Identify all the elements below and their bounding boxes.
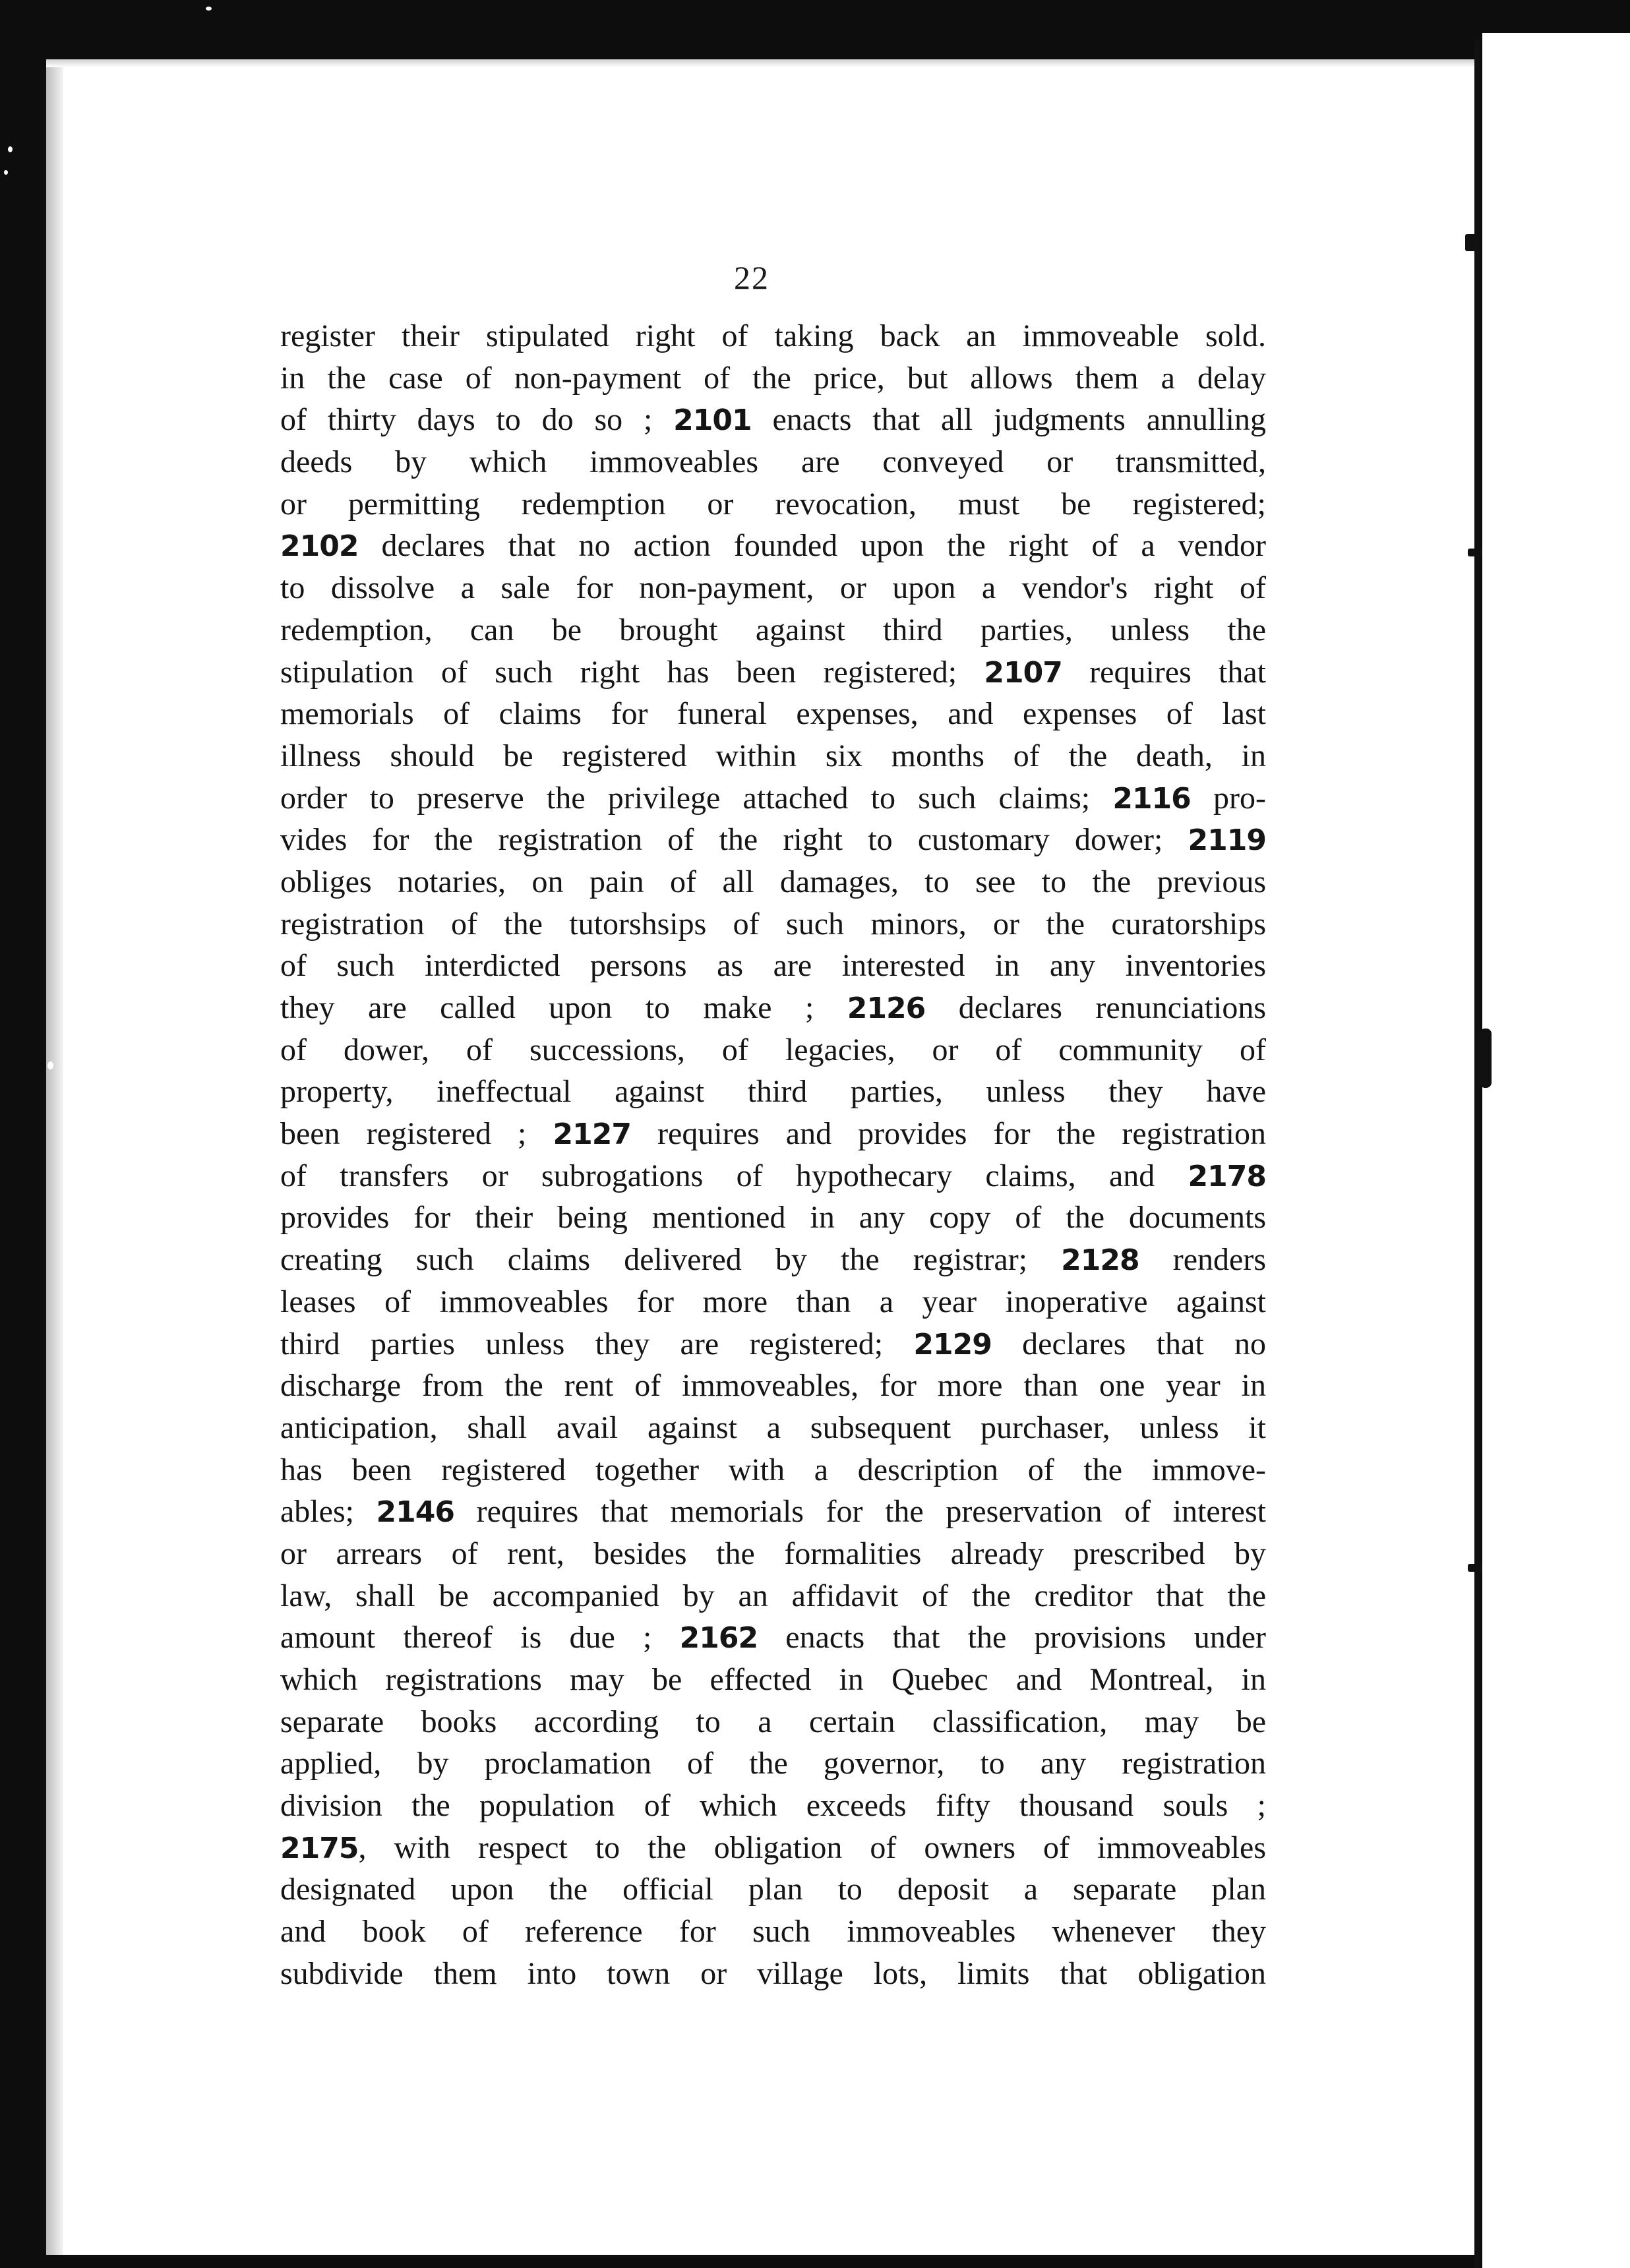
text-line <box>280 693 1266 735</box>
text-segment: stipulation of such right has been registered; <box>280 654 984 690</box>
text-line <box>280 987 1266 1029</box>
page-gutter-line <box>1474 40 1480 2268</box>
page-left-edge-shadow <box>46 59 63 2255</box>
article-number: 2162 <box>679 1621 758 1656</box>
text-line <box>280 315 1266 357</box>
text-line <box>280 399 1266 441</box>
text-line <box>280 861 1266 903</box>
text-segment: of such interdicted persons as are interested in any inventories <box>280 948 1266 984</box>
text-segment: or permitting redemption or revocation, must be registered; <box>280 486 1266 522</box>
text-segment: registration of the tutorshsips of such minors, or the curatorships <box>280 906 1266 941</box>
text-segment: renders <box>1139 1242 1266 1278</box>
text-line <box>280 1617 1266 1659</box>
article-number: 2116 <box>1112 781 1191 816</box>
text-line <box>280 357 1266 400</box>
text-segment: leases of immoveables for more than a year inoperative against <box>280 1284 1266 1319</box>
text-segment: or arrears of rent, besides the formalities already prescribed by <box>280 1536 1266 1571</box>
text-segment: pro- <box>1190 780 1266 816</box>
text-segment: declares that no action founded upon the right of a vendor <box>358 528 1266 564</box>
text-segment: of transfers or subrogations of hypothecary claims, and <box>280 1158 1188 1193</box>
text-segment: which registrations may be effected in Quebec and Montreal, in <box>280 1662 1266 1697</box>
text-line <box>280 1491 1266 1533</box>
text-line <box>280 1868 1266 1911</box>
text-line <box>280 1071 1266 1113</box>
text-line <box>280 1659 1266 1701</box>
text-segment: ables; <box>280 1494 377 1530</box>
margin-speck <box>4 170 8 175</box>
text-segment: in the case of non-payment of the price, but allows them a delay <box>280 360 1266 396</box>
text-segment: subdivide them into town or village lots, limits that obligation <box>280 1955 1266 1991</box>
adjacent-page-strip <box>1482 33 1630 2268</box>
text-line <box>280 483 1266 525</box>
text-segment: register their stipulated right of taking back an immoveable sold. <box>280 318 1266 353</box>
text-line <box>280 945 1266 987</box>
text-line <box>280 1029 1266 1071</box>
text-line <box>280 1533 1266 1575</box>
text-line <box>280 777 1266 820</box>
text-line <box>280 525 1266 567</box>
article-number: 2101 <box>673 403 752 438</box>
text-segment: requires that <box>1062 654 1266 690</box>
margin-speck <box>47 1061 53 1069</box>
margin-speck <box>8 146 13 152</box>
article-number: 2146 <box>376 1495 455 1530</box>
text-segment: order to preserve the privilege attached to such claims; <box>280 780 1113 816</box>
text-line <box>280 1281 1266 1323</box>
text-segment: law, shall be accompanied by an affidavit of the creditor that the <box>280 1578 1266 1613</box>
text-line <box>280 1827 1266 1869</box>
text-line <box>280 1911 1266 1953</box>
text-segment: separate books according to a certain classification, may be <box>280 1704 1266 1739</box>
text-segment: been registered ; <box>280 1116 553 1152</box>
article-number: 2129 <box>913 1327 992 1361</box>
text-line <box>280 567 1266 609</box>
page-top-edge-shadow <box>46 59 1477 67</box>
text-segment: creating such claims delivered by the registrar; <box>280 1242 1062 1278</box>
text-segment: declares renunciations <box>925 990 1266 1025</box>
text-segment: and book of reference for such immoveables whenever they <box>280 1914 1266 1950</box>
text-line <box>280 1785 1266 1827</box>
text-line <box>280 609 1266 651</box>
gutter-mark-upper <box>1468 549 1482 556</box>
text-segment: provides for their being mentioned in any copy of the documents <box>280 1200 1266 1236</box>
text-line <box>280 903 1266 945</box>
article-number: 2107 <box>984 655 1062 690</box>
text-segment: declares that no <box>991 1326 1266 1361</box>
text-segment: enacts that all judgments annulling <box>751 402 1266 438</box>
gutter-mark-top <box>1465 234 1480 251</box>
text-line <box>280 819 1266 861</box>
text-segment: deeds by which immoveables are conveyed or transmitted, <box>280 444 1266 480</box>
text-segment: they are called upon to make ; <box>280 990 847 1025</box>
text-segment: division the population of which exceeds fifty thousand souls ; <box>280 1788 1266 1824</box>
text-line <box>280 1239 1266 1281</box>
text-segment: property, ineffectual against third parties, unless they have <box>280 1074 1266 1110</box>
text-segment: designated upon the official plan to deposit a separate plan <box>280 1872 1266 1907</box>
text-line <box>280 1197 1266 1239</box>
margin-speck <box>206 7 212 11</box>
text-line <box>280 1449 1266 1491</box>
text-line <box>280 1953 1266 1995</box>
text-line <box>280 1365 1266 1407</box>
article-number: 2102 <box>280 529 359 564</box>
text-line <box>280 1743 1266 1785</box>
gutter-mark-middle <box>1480 1029 1492 1088</box>
text-line <box>280 1575 1266 1617</box>
text-line <box>280 441 1266 483</box>
text-line <box>280 1407 1266 1449</box>
gutter-mark-lower <box>1468 1564 1482 1572</box>
article-number: 2126 <box>847 992 926 1025</box>
text-segment: vides for the registration of the right to customary dower; <box>280 822 1188 858</box>
text-segment: discharge from the rent of immoveables, for more than one year in <box>280 1368 1266 1404</box>
body-text <box>280 315 1266 1995</box>
text-segment: of thirty days to do so ; <box>280 402 674 438</box>
article-number: 2178 <box>1188 1159 1266 1193</box>
text-segment: illness should be registered within six months of the death, in <box>280 738 1266 773</box>
text-segment: requires and provides for the registration <box>630 1116 1266 1152</box>
text-line <box>280 1155 1266 1197</box>
text-segment: redemption, can be brought against third parties, unless the <box>280 612 1266 647</box>
text-segment: enacts that the provisions under <box>758 1620 1266 1656</box>
text-segment: anticipation, shall avail against a subsequent purchaser, unless it <box>280 1410 1266 1445</box>
text-segment: has been registered together with a description of the immove- <box>280 1452 1266 1487</box>
text-segment: obliges notaries, on pain of all damages, to see to the previous <box>280 864 1266 899</box>
text-segment: third parties unless they are registered; <box>280 1326 914 1361</box>
text-segment: to dissolve a sale for non-payment, or upon a vendor's right of <box>280 570 1266 606</box>
article-number: 2127 <box>553 1118 631 1152</box>
text-line <box>280 1323 1266 1365</box>
text-segment: amount thereof is due ; <box>280 1620 680 1656</box>
article-number: 2175 <box>280 1831 359 1865</box>
text-line <box>280 735 1266 777</box>
text-segment: , with respect to the obligation of owners of immoveables <box>358 1830 1266 1865</box>
article-number: 2128 <box>1061 1243 1139 1278</box>
text-segment: applied, by proclamation of the governor, to any registration <box>280 1746 1266 1781</box>
text-segment: of dower, of successions, of legacies, or of community of <box>280 1032 1266 1067</box>
text-line <box>280 651 1266 694</box>
text-line <box>280 1113 1266 1155</box>
text-segment: memorials of claims for funeral expenses, and expenses of last <box>280 696 1266 732</box>
text-segment: requires that memorials for the preservation of interest <box>454 1494 1266 1530</box>
text-line <box>280 1701 1266 1743</box>
article-number: 2119 <box>1188 823 1266 858</box>
page-number: 22 <box>734 259 770 296</box>
